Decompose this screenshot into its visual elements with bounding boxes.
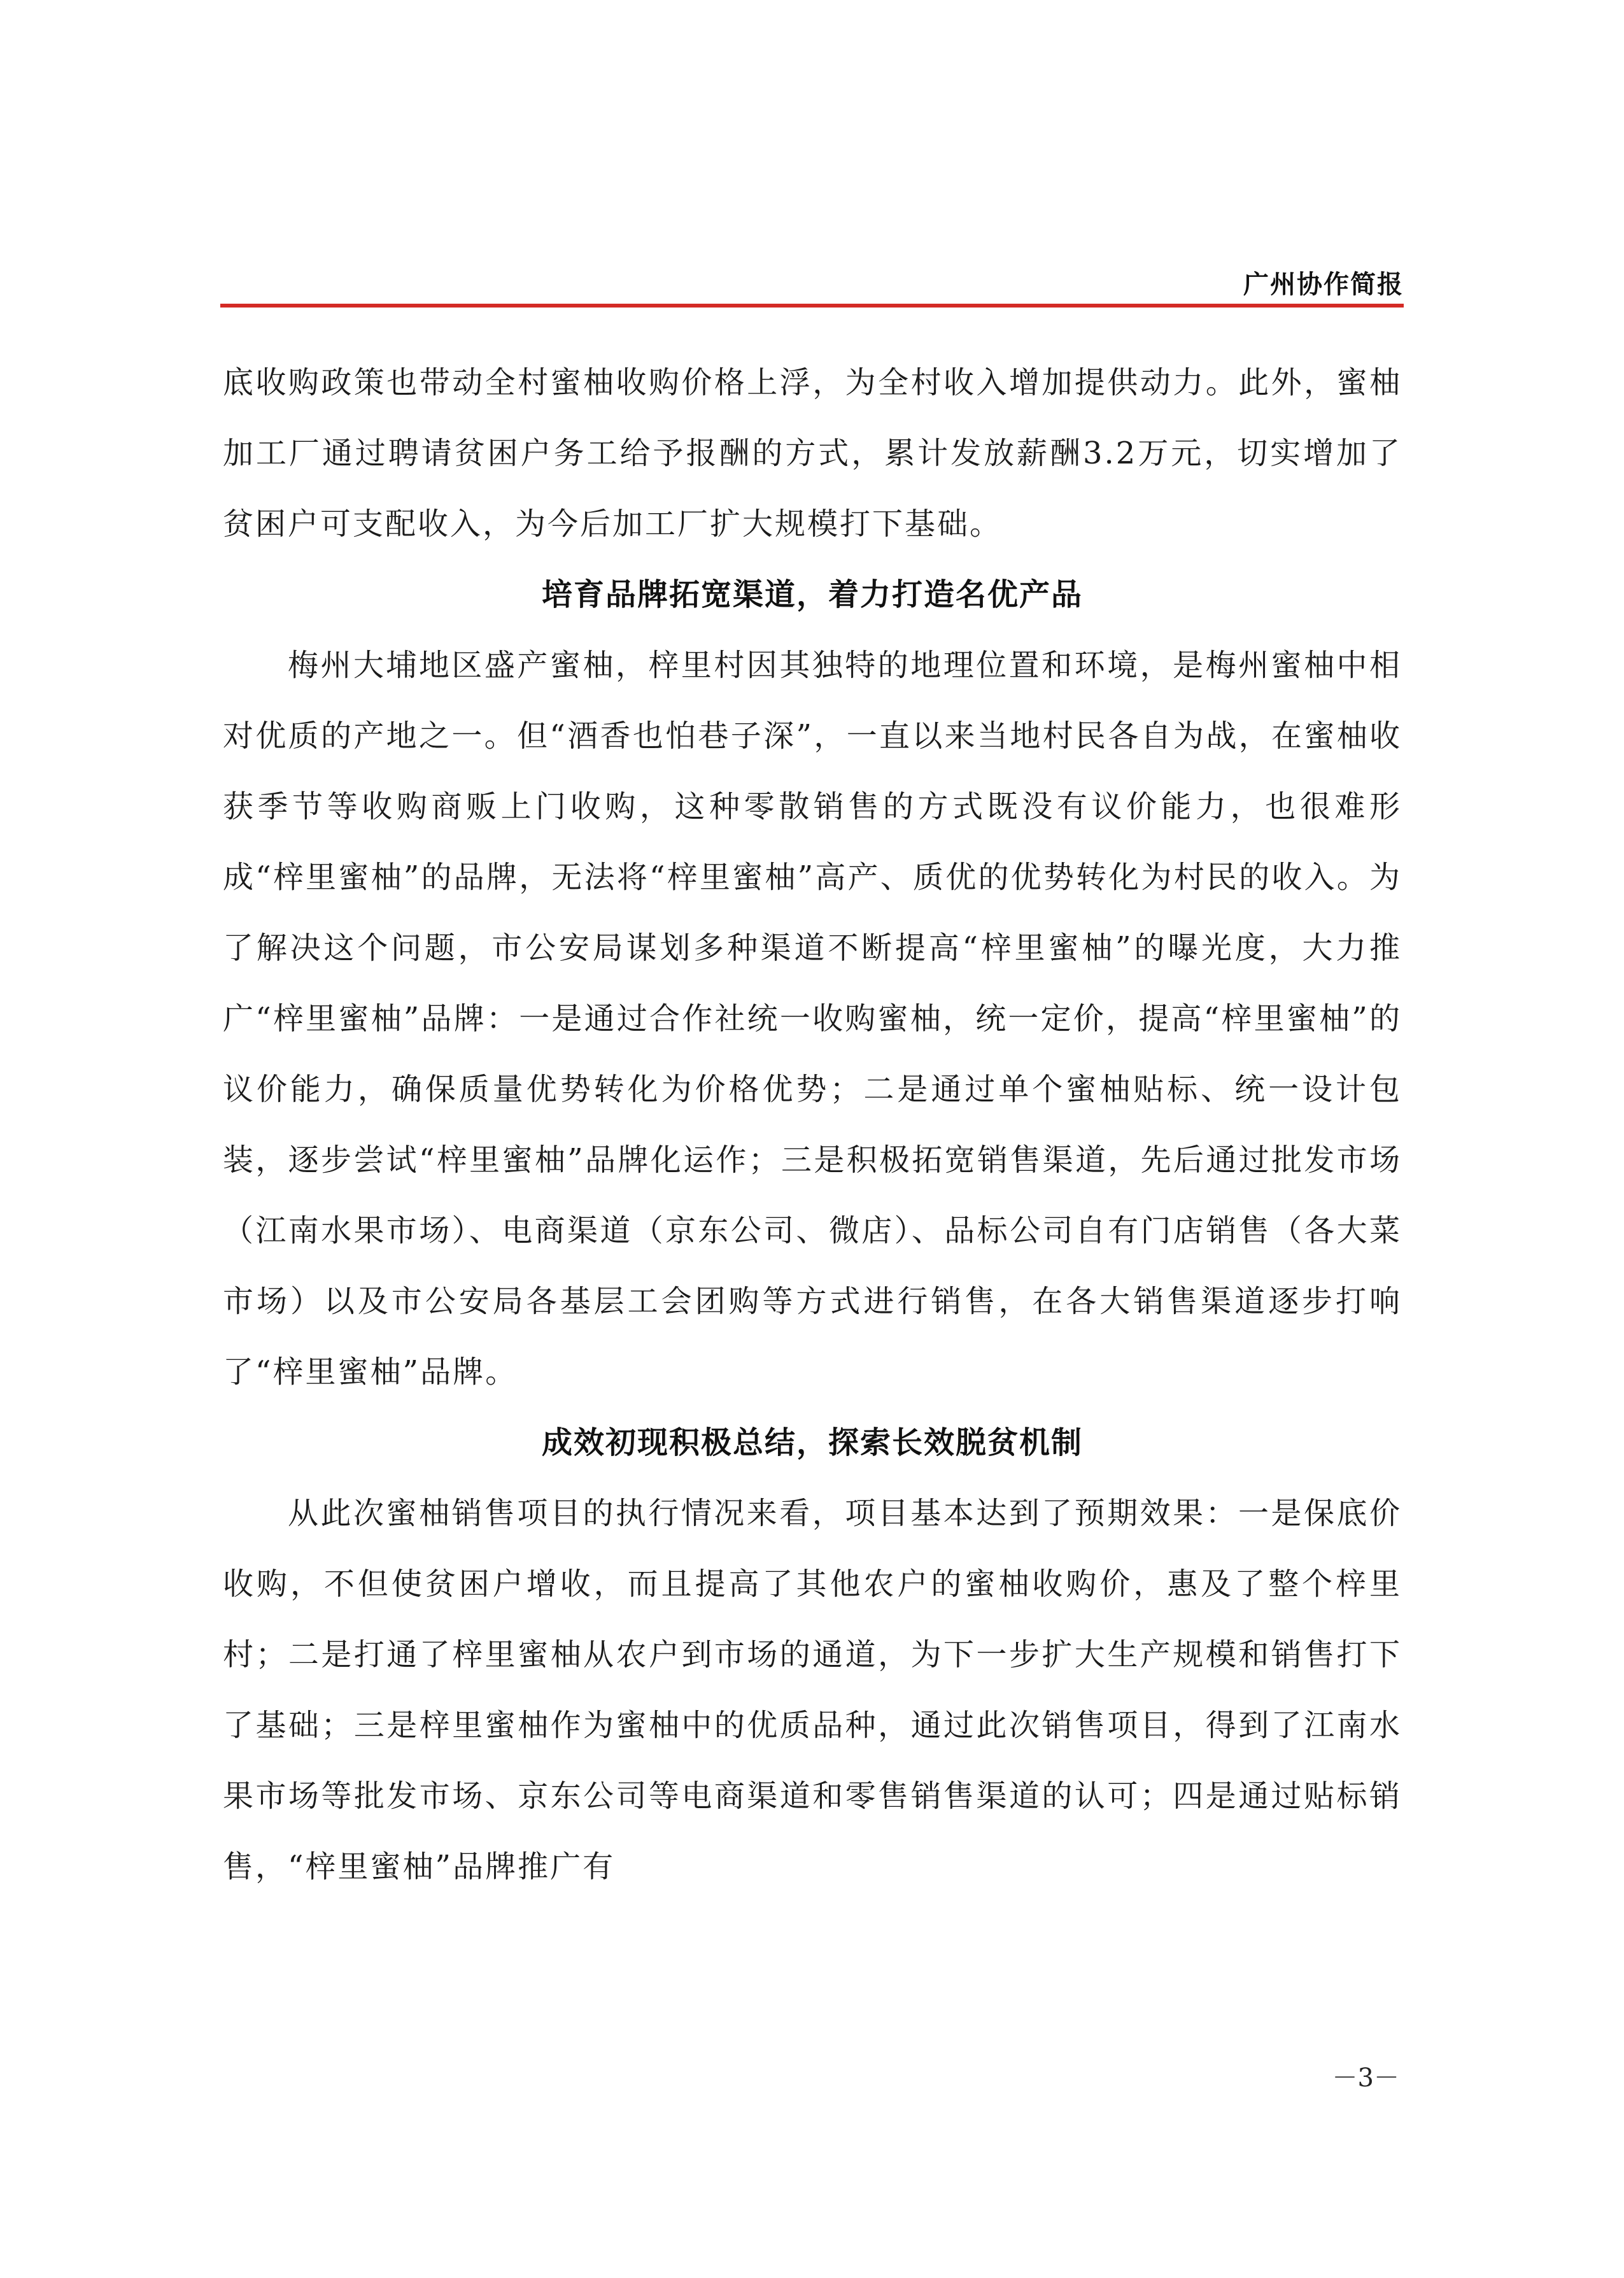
- paragraph-results: 从此次蜜柚销售项目的执行情况来看，项目基本达到了预期效果：一是保底价收购，不但使贫困户增收，而且提高了其他农户的蜜柚收购价，惠及了整个梓里村；二是打通了梓里蜜柚从农户到市场的通道，为下一步扩大生产规模和销售打下了基础；三是梓里蜜柚作为蜜柚中的优质品种，通过此次销售项目，得到了江南水果市场等批发市场、京东公司等电商渠道和零售销售渠道的认可；四是通过贴标销售，“梓里蜜柚”品牌推广有: [223, 1496, 1402, 1885]
- paragraph-continuation: 底收购政策也带动全村蜜柚收购价格上浮，为全村收入增加提供动力。此外，蜜柚加工厂通过聘请贫困户务工给予报酬的方式，累计发放薪酬3.2万元，切实增加了贫困户可支配收入，为今后加工厂扩大规模打下基础。: [223, 365, 1402, 542]
- section-heading-brand: 培育品牌拓宽渠道，着力打造名优产品: [541, 577, 1083, 612]
- paragraph-brand-channels: 梅州大埔地区盛产蜜柚，梓里村因其独特的地理位置和环境，是梅州蜜柚中相对优质的产地之一。但“酒香也怕巷子深”，一直以来当地村民各自为战，在蜜柚收获季节等收购商贩上门收购，这种零散销售的方式既没有议价能力，也很难形成“梓里蜜柚”的品牌，无法将“梓里蜜柚”高产、质优的优势转化为村民的收入。为了解决这个问题，市公安局谋划多种渠道不断提高“梓里蜜柚”的曝光度，大力推广“梓里蜜柚”品牌：一是通过合作社统一收购蜜柚，统一定价，提高“梓里蜜柚”的议价能力，确保质量优势转化为价格优势；二是通过单个蜜柚贴标、统一设计包装，逐步尝试“梓里蜜柚”品牌化运作；三是积极拓宽销售渠道，先后通过批发市场（江南水果市场）、电商渠道（京东公司、微店）、品标公司自有门店销售（各大菜市场）以及市公安局各基层工会团购等方式进行销售，在各大销售渠道逐步打响了“梓里蜜柚”品牌。: [223, 647, 1402, 1390]
- section-heading-results: 成效初现积极总结，探索长效脱贫机制: [541, 1425, 1083, 1461]
- article-body: [223, 348, 1402, 1902]
- page-number: －3－: [1332, 2063, 1399, 2093]
- header-divider: [220, 304, 1404, 308]
- newsletter-title: 广州协作简报: [1243, 269, 1404, 299]
